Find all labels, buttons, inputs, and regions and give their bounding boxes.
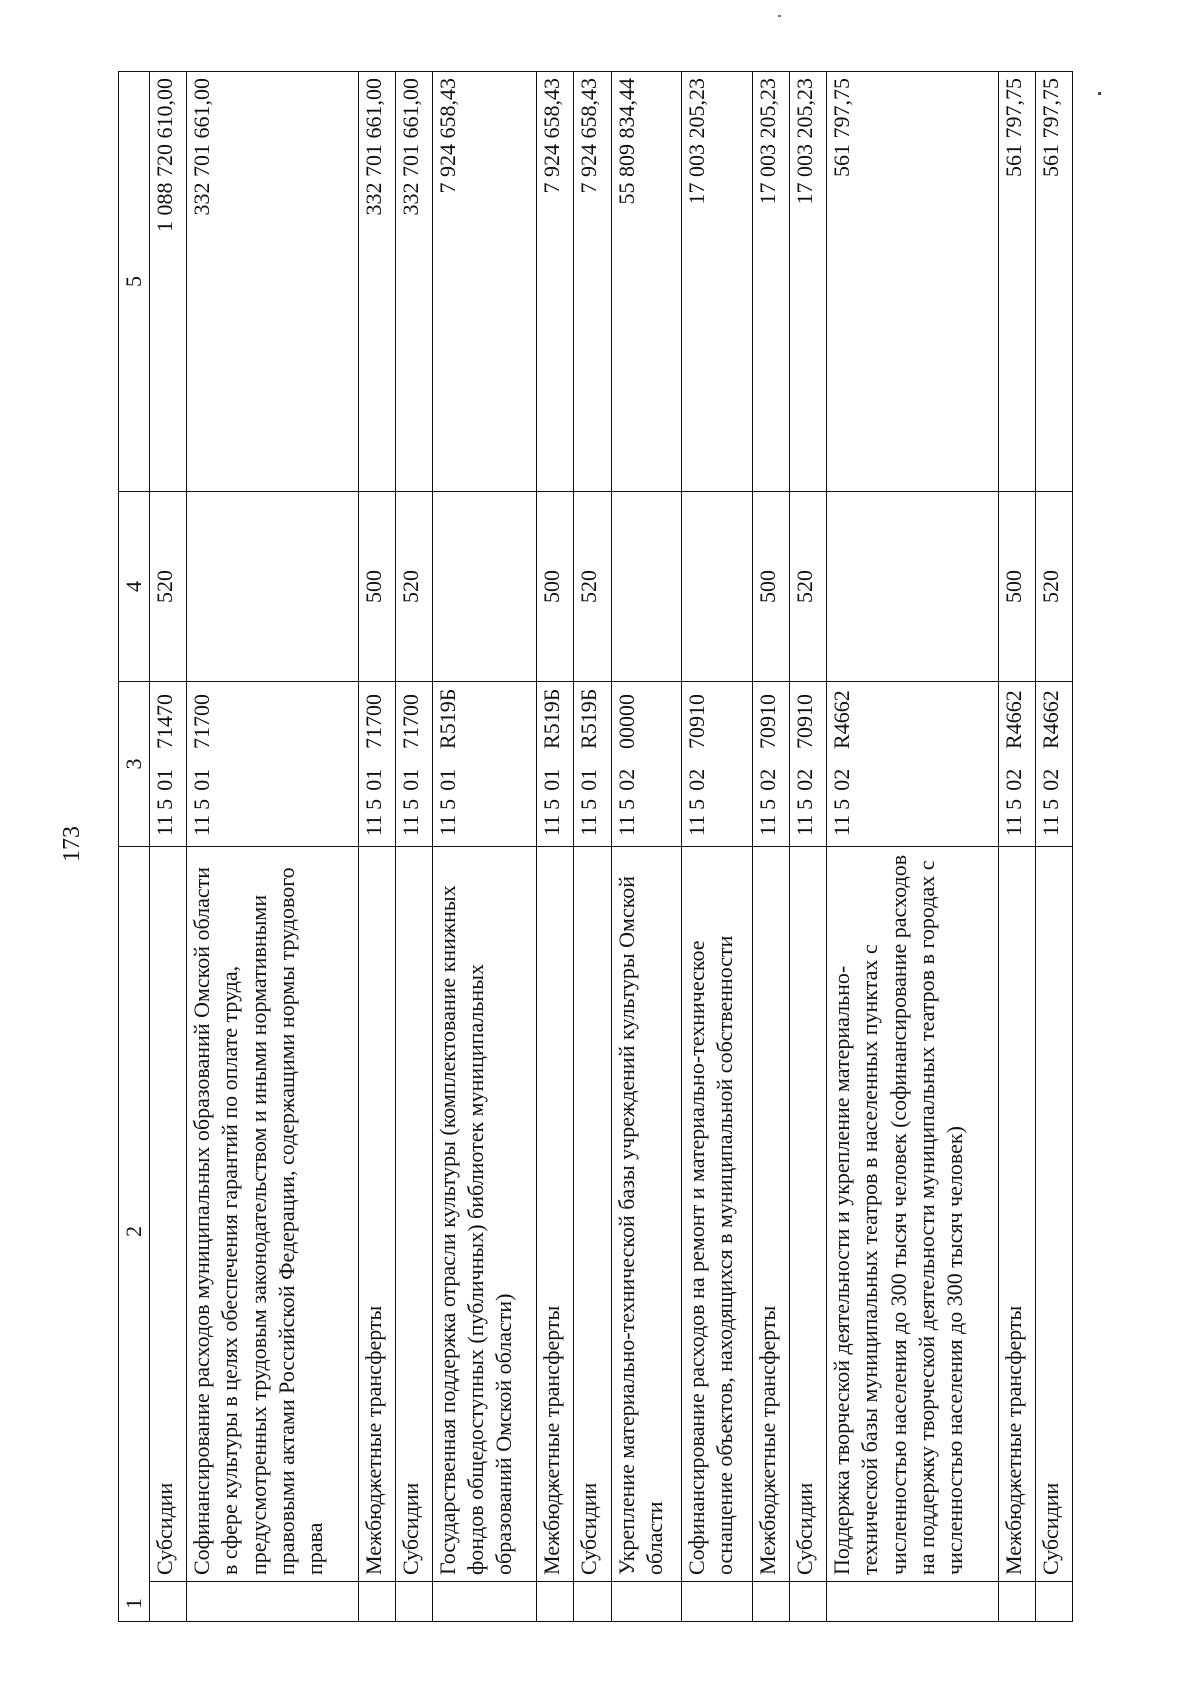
code-part-2: 5	[397, 798, 423, 810]
row-amount: 332 701 661,00	[395, 72, 432, 492]
row-kind	[432, 492, 536, 682]
row-index-cell	[358, 1582, 395, 1622]
table-row	[998, 72, 1035, 1622]
row-name: Межбюджетные трансферты	[537, 847, 574, 1582]
header-col-1	[119, 847, 150, 1622]
row-name: Субсидии	[574, 847, 611, 1582]
row-index-cell	[827, 1582, 998, 1622]
row-code	[395, 682, 432, 847]
row-name: Субсидии	[1035, 847, 1072, 1582]
row-amount: 561 797,75	[827, 72, 998, 492]
row-kind: 500	[998, 492, 1035, 682]
row-code	[187, 682, 358, 847]
table-row	[1035, 72, 1072, 1622]
row-kind: 520	[574, 492, 611, 682]
row-index-cell	[1035, 1582, 1072, 1622]
row-amount: 17 003 205,23	[682, 72, 753, 492]
page-number: 173	[59, 826, 85, 862]
code-part-4: R4662	[829, 690, 855, 749]
header-col-1-label: 1	[121, 1598, 146, 1609]
code-part-4: R4662	[1037, 690, 1063, 749]
row-code	[358, 682, 395, 847]
code-part-2: 5	[152, 798, 178, 810]
code-part-1: 11	[152, 814, 178, 836]
row-index-cell	[537, 1582, 574, 1622]
code-part-1: 11	[189, 814, 215, 836]
row-kind	[827, 492, 998, 682]
row-code	[537, 682, 574, 847]
code-part-1: 11	[397, 814, 423, 836]
row-index-cell	[682, 1582, 753, 1622]
code-part-1: 11	[684, 814, 710, 836]
row-amount: 561 797,75	[1035, 72, 1072, 492]
scan-speck	[778, 15, 781, 17]
table-row	[752, 72, 789, 1622]
code-part-4: R519Б	[539, 688, 565, 749]
row-amount: 332 701 661,00	[358, 72, 395, 492]
code-part-1: 11	[754, 814, 780, 836]
row-amount: 332 701 661,00	[187, 72, 358, 492]
code-part-2: 5	[829, 798, 855, 810]
header-col-4: 4	[119, 492, 150, 682]
code-part-3: 01	[576, 768, 602, 791]
row-kind: 520	[1035, 492, 1072, 682]
row-kind: 500	[537, 492, 574, 682]
code-part-3: 02	[1000, 768, 1026, 791]
code-part-4: R519Б	[434, 688, 460, 749]
code-part-1: 11	[360, 814, 386, 836]
row-name: Поддержка творческой деятельности и укрепление материально-технической базы муниципальных театров в населенных пунктах с численностью населения до 300 тысяч человек (софинансирование расходов на поддержку творческой деятельности муниципальных театров в городах с численностью населения до 300 тысяч человек)	[827, 847, 998, 1582]
row-name: Софинансирование расходов муниципальных образований Омской области в сфере культуры в целях обеспечения гарантий по оплате труда, предусмотренных трудовым законодательством и иными нормативными правовыми актами Российской Федерации, содержащими нормы трудового права	[187, 847, 358, 1582]
row-index-cell	[611, 1582, 682, 1622]
row-amount: 17 003 205,23	[790, 72, 827, 492]
code-part-4: 70910	[754, 693, 780, 749]
code-part-1: 11	[613, 814, 639, 836]
row-index-cell	[395, 1582, 432, 1622]
row-kind: 520	[395, 492, 432, 682]
code-part-2: 5	[684, 798, 710, 810]
row-kind: 520	[790, 492, 827, 682]
code-part-2: 5	[434, 798, 460, 810]
table-row	[432, 72, 536, 1622]
row-kind: 520	[150, 492, 187, 682]
row-code	[574, 682, 611, 847]
table-row	[827, 72, 998, 1622]
rotated-table-wrapper	[118, 72, 1073, 1622]
row-name: Субсидии	[150, 847, 187, 1582]
code-part-1: 11	[539, 814, 565, 836]
code-part-2: 5	[539, 798, 565, 810]
code-part-2: 5	[576, 798, 602, 810]
row-name: Межбюджетные трансферты	[998, 847, 1035, 1582]
code-part-1: 11	[829, 814, 855, 836]
row-code	[1035, 682, 1072, 847]
code-part-2: 5	[613, 798, 639, 810]
table-row	[682, 72, 753, 1622]
code-part-4: 00000	[613, 693, 639, 749]
code-part-2: 5	[1000, 798, 1026, 810]
code-part-1: 11	[434, 814, 460, 836]
row-index-cell	[187, 1582, 358, 1622]
table-row	[574, 72, 611, 1622]
code-part-4: 70910	[792, 693, 818, 749]
row-name: Укрепление материально-технической базы учреждений культуры Омской области	[611, 847, 682, 1582]
code-part-3: 02	[829, 768, 855, 791]
code-part-3: 01	[397, 768, 423, 791]
row-name: Государственная поддержка отрасли культуры (комплектование книжных фондов общедоступных (публичных) библиотек муниципальных образований Омской области)	[432, 847, 536, 1582]
row-index-cell	[752, 1582, 789, 1622]
row-code	[827, 682, 998, 847]
code-part-1: 11	[576, 814, 602, 836]
code-part-4: 71470	[152, 693, 178, 749]
code-part-4: R4662	[1000, 690, 1026, 749]
row-amount: 7 924 658,43	[537, 72, 574, 492]
row-code	[682, 682, 753, 847]
code-part-3: 01	[539, 768, 565, 791]
code-part-3: 02	[754, 768, 780, 791]
code-part-3: 01	[360, 768, 386, 791]
code-part-2: 5	[360, 798, 386, 810]
code-part-4: 71700	[189, 693, 215, 749]
code-part-3: 02	[684, 768, 710, 791]
code-part-3: 01	[189, 768, 215, 791]
budget-table	[118, 71, 1073, 1622]
row-kind: 500	[752, 492, 789, 682]
code-part-3: 01	[434, 768, 460, 791]
row-code	[998, 682, 1035, 847]
row-name: Субсидии	[790, 847, 827, 1582]
row-index-cell	[432, 1582, 536, 1622]
code-part-3: 01	[152, 768, 178, 791]
table-row	[150, 72, 187, 1622]
code-part-3: 02	[613, 768, 639, 791]
header-row	[119, 72, 150, 1622]
row-amount: 7 924 658,43	[432, 72, 536, 492]
code-part-2: 5	[754, 798, 780, 810]
code-part-4: 71700	[397, 693, 423, 749]
table-row	[358, 72, 395, 1622]
row-kind	[611, 492, 682, 682]
row-kind	[187, 492, 358, 682]
table-row	[790, 72, 827, 1622]
code-part-2: 5	[189, 798, 215, 810]
row-kind	[682, 492, 753, 682]
header-col-5: 5	[119, 72, 150, 492]
table-row	[395, 72, 432, 1622]
code-part-4: R519Б	[576, 688, 602, 749]
row-code	[790, 682, 827, 847]
row-index-cell	[574, 1582, 611, 1622]
row-code	[432, 682, 536, 847]
row-amount: 7 924 658,43	[574, 72, 611, 492]
row-amount: 1 088 720 610,00	[150, 72, 187, 492]
row-name: Межбюджетные трансферты	[358, 847, 395, 1582]
table-row	[537, 72, 574, 1622]
code-part-3: 02	[792, 768, 818, 791]
code-part-1: 11	[1000, 814, 1026, 836]
row-kind: 500	[358, 492, 395, 682]
row-name: Софинансирование расходов на ремонт и материально-техническое оснащение объектов, находящихся в муниципальной собственности	[682, 847, 753, 1582]
code-part-1: 11	[792, 814, 818, 836]
row-index-cell	[790, 1582, 827, 1622]
code-part-3: 02	[1037, 768, 1063, 791]
row-name: Субсидии	[395, 847, 432, 1582]
header-col-3: 3	[119, 682, 150, 847]
code-part-1: 11	[1037, 814, 1063, 836]
table-row	[611, 72, 682, 1622]
table-row	[187, 72, 358, 1622]
row-index-cell	[150, 1582, 187, 1622]
row-amount: 55 809 834,44	[611, 72, 682, 492]
row-name: Межбюджетные трансферты	[752, 847, 789, 1582]
header-col-2-label: 2	[121, 1226, 146, 1237]
code-part-2: 5	[1037, 798, 1063, 810]
row-amount: 17 003 205,23	[752, 72, 789, 492]
row-index-cell	[998, 1582, 1035, 1622]
row-code	[150, 682, 187, 847]
code-part-2: 5	[792, 798, 818, 810]
row-amount: 561 797,75	[998, 72, 1035, 492]
scan-speck	[1098, 92, 1101, 95]
row-code	[752, 682, 789, 847]
table-body	[150, 72, 1073, 1622]
code-part-4: 70910	[684, 693, 710, 749]
code-part-4: 71700	[360, 693, 386, 749]
row-code	[611, 682, 682, 847]
